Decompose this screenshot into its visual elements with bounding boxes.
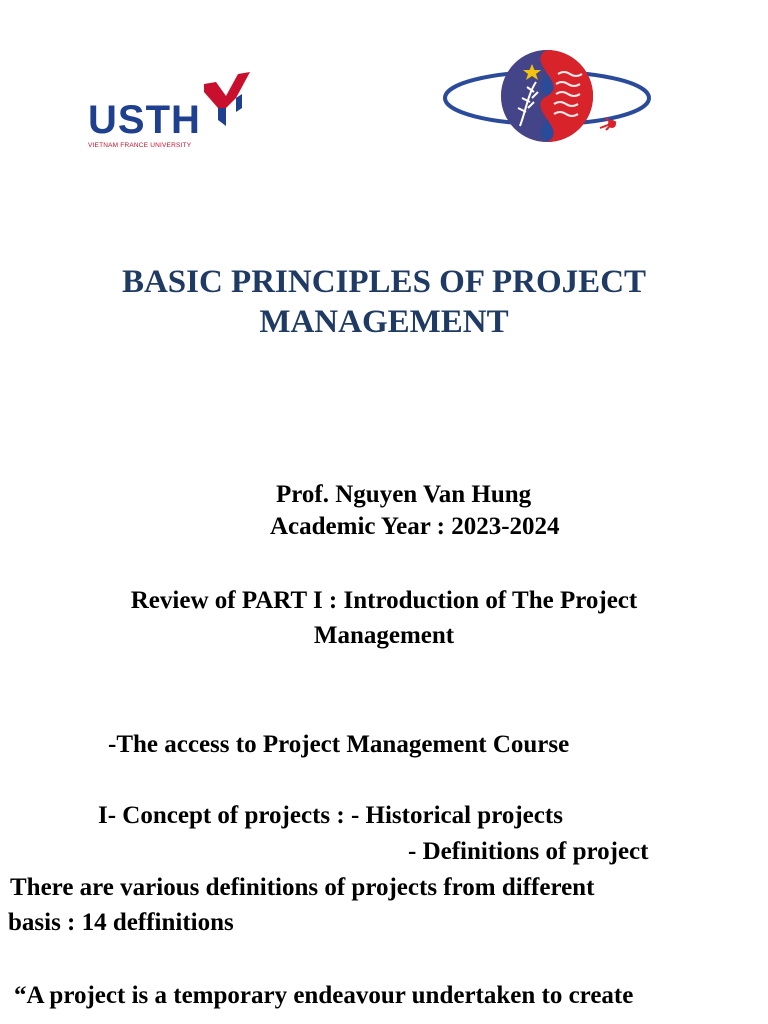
- university-seal-logo: [440, 46, 654, 150]
- review-heading-line-1: Review of PART I : Introduction of The Project: [130, 587, 638, 614]
- definitions-line-1: There are various definitions of projects from different: [10, 874, 595, 901]
- document-title-line-1: BASIC PRINCIPLES OF PROJECT: [121, 264, 647, 300]
- concept-line-2: - Definitions of project: [408, 838, 649, 865]
- usth-logo-text: USTH: [88, 98, 201, 142]
- definitions-line-2: basis : 14 deffinitions: [8, 909, 234, 936]
- usth-logo-subtitle: VIETNAM FRANCE UNIVERSITY: [88, 142, 192, 149]
- quote-line-1: “A project is a temporary endeavour undertaken to create: [14, 982, 634, 1009]
- academic-year: Academic Year : 2023-2024: [270, 513, 560, 540]
- concept-line-1: I- Concept of projects : - Historical projects: [98, 802, 563, 829]
- usth-logo: [84, 66, 254, 156]
- review-heading-line-2: Management: [313, 622, 455, 649]
- document-title: [0, 262, 768, 342]
- document-title-line-2: MANAGEMENT: [259, 304, 509, 340]
- usth-emblem-icon: [202, 68, 252, 126]
- access-line: -The access to Project Management Course: [108, 731, 570, 758]
- author-name: Prof. Nguyen Van Hung: [276, 481, 532, 508]
